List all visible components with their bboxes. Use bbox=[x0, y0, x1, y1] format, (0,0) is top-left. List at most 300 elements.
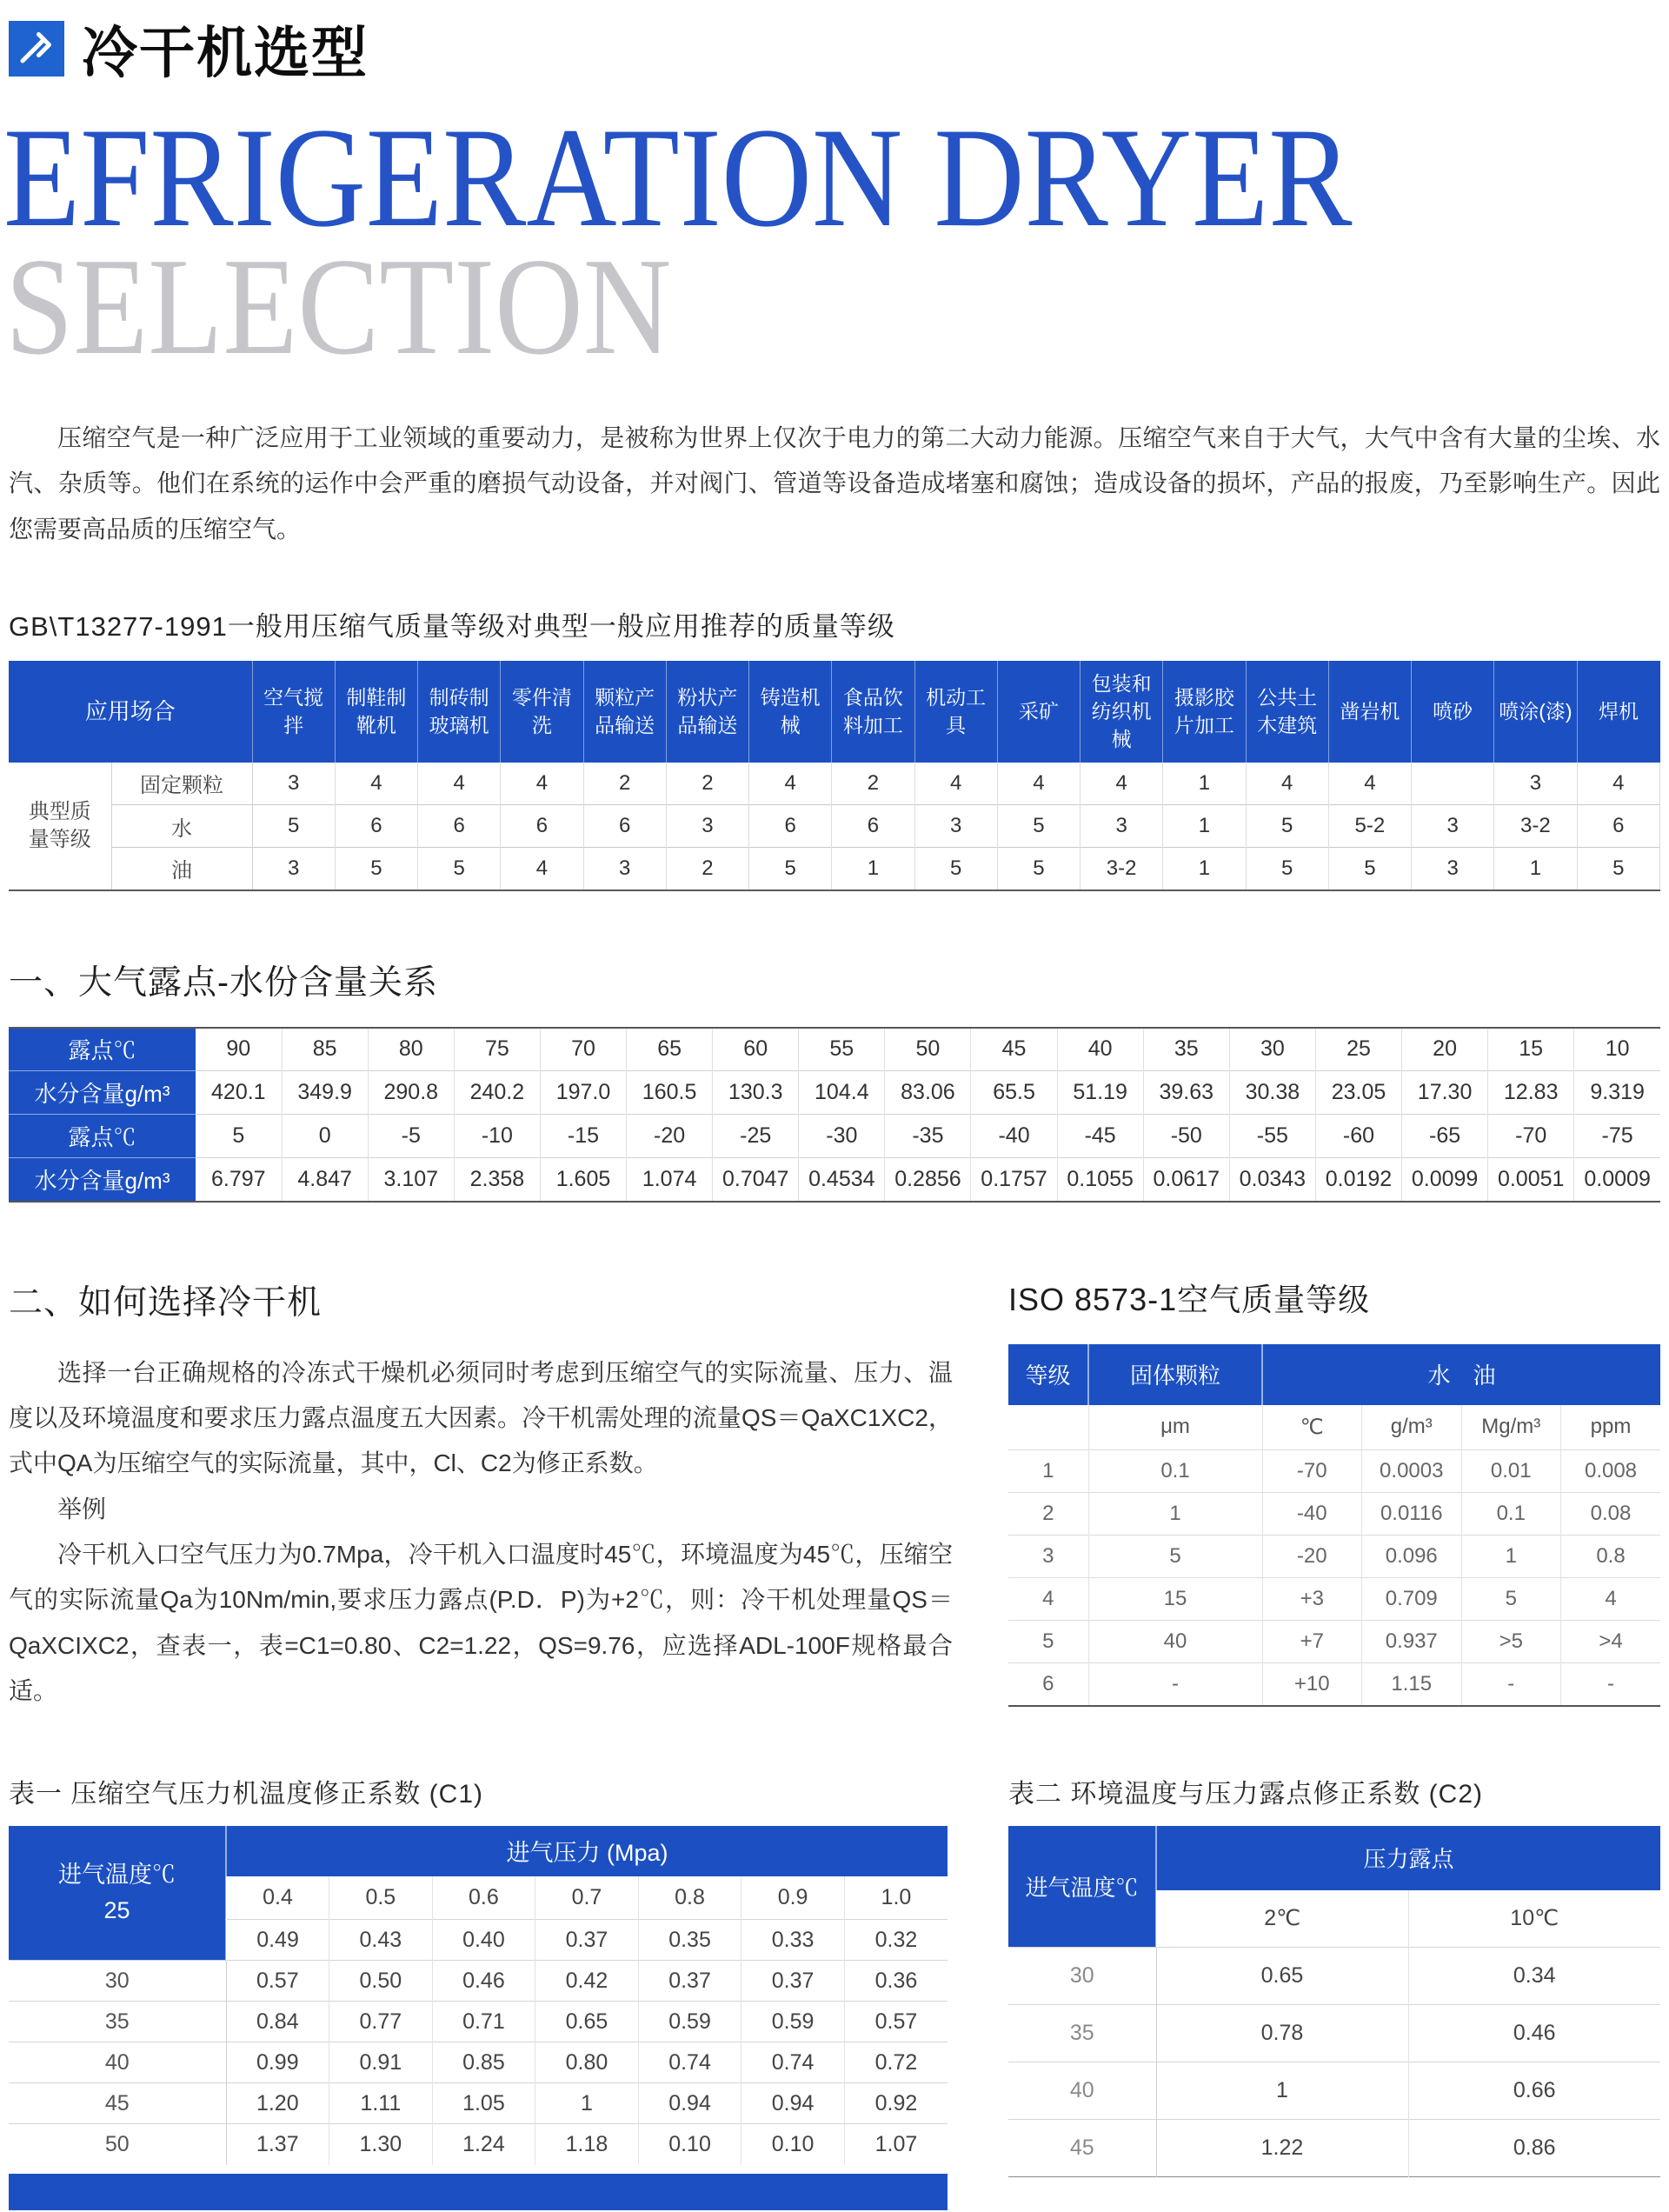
gb-cell: 4 bbox=[997, 763, 1080, 805]
iso-cell: 0.8 bbox=[1561, 1536, 1661, 1578]
c1-cell: 1.37 bbox=[226, 2124, 329, 2165]
gb-quality-table bbox=[9, 661, 1660, 891]
c2-dewpoint-cell: 10℃ bbox=[1510, 1906, 1559, 1931]
c1-data-row bbox=[9, 2124, 948, 2165]
c1-cell: 0.35 bbox=[638, 1920, 741, 1961]
gb-cell: 2 bbox=[666, 848, 748, 890]
c1-cell: 0.74 bbox=[638, 2042, 741, 2083]
iso-cell: +7 bbox=[1262, 1621, 1362, 1663]
iso-cell: 0.01 bbox=[1461, 1450, 1561, 1493]
iso-data-row bbox=[1008, 1493, 1660, 1536]
dew-cell: 45 bbox=[971, 1028, 1057, 1071]
dew-row-label: 露点℃ bbox=[9, 1115, 196, 1158]
dew-cell: -5 bbox=[368, 1115, 454, 1158]
gb-group-label: 典型质量等级 bbox=[9, 763, 111, 890]
c1-cell: 1.11 bbox=[329, 2083, 433, 2124]
iso-unit-cell: ℃ bbox=[1262, 1405, 1362, 1450]
iso-unit-cell: Mg/m³ bbox=[1461, 1405, 1561, 1450]
gb-column-header: 公共土木建筑 bbox=[1246, 661, 1328, 763]
dew-cell: 80 bbox=[368, 1028, 454, 1071]
c2-temp-label: 40 bbox=[1008, 2062, 1156, 2120]
c2-cell: 0.78 bbox=[1156, 2005, 1408, 2062]
c1-correction-table bbox=[9, 1826, 948, 2165]
gb-cell: 6 bbox=[832, 805, 914, 848]
c1-temp-label: 35 bbox=[9, 2002, 226, 2042]
gb-cell: 3 bbox=[583, 848, 666, 890]
dew-cell: -30 bbox=[799, 1115, 885, 1158]
c1-cell: 0.49 bbox=[226, 1920, 329, 1961]
gb-cell: 4 bbox=[1246, 763, 1328, 805]
dew-row-label: 水分含量g/m³ bbox=[9, 1071, 196, 1115]
c1-cell: 0.92 bbox=[844, 2083, 948, 2124]
c2-dewpoint-header: 压力露点 bbox=[1156, 1826, 1660, 1890]
gb-column-header: 包装和纺织机械 bbox=[1081, 661, 1163, 763]
gb-cell: 5 bbox=[997, 848, 1080, 890]
iso-unit-cell: ppm bbox=[1590, 1415, 1632, 1439]
iso-data-row bbox=[1008, 1621, 1660, 1663]
gb-cell: 1 bbox=[832, 848, 914, 890]
dew-cell: 30.38 bbox=[1229, 1071, 1315, 1115]
dew-cell: 12.83 bbox=[1488, 1071, 1574, 1115]
gb-column-header: 凿岩机 bbox=[1328, 661, 1411, 763]
gb-column-header: 空气搅拌 bbox=[252, 661, 335, 763]
c1-pressure-cell: 1.0 bbox=[881, 1884, 912, 1909]
c1-cell: 0.57 bbox=[844, 2002, 948, 2042]
dew-cell: 290.8 bbox=[368, 1071, 454, 1115]
dew-cell: -60 bbox=[1315, 1115, 1401, 1158]
iso-cell: 1 bbox=[1461, 1536, 1561, 1578]
arrow-right-icon bbox=[9, 21, 64, 77]
c1-temp-label: 50 bbox=[9, 2124, 226, 2165]
c1-data-row bbox=[9, 2002, 948, 2042]
dew-cell: 40 bbox=[1057, 1028, 1143, 1071]
dew-cell: 0.2856 bbox=[885, 1158, 971, 1202]
c1-cell: 0.59 bbox=[741, 2002, 845, 2042]
gb-row-label: 油 bbox=[111, 848, 252, 890]
c1-corner-line2: 25 bbox=[103, 1896, 130, 1923]
iso-cell: 5 bbox=[1088, 1536, 1262, 1578]
c1-cell: 0.36 bbox=[844, 1961, 948, 2002]
c1-cell: 0.43 bbox=[329, 1920, 433, 1961]
gb-cell: 4 bbox=[1328, 763, 1411, 805]
selection-guide-column bbox=[9, 1276, 953, 1715]
gb-row bbox=[9, 805, 1660, 848]
dew-row-label: 露点℃ bbox=[9, 1028, 196, 1071]
c2-temp-label: 35 bbox=[1008, 2005, 1156, 2062]
gb-cell: 6 bbox=[1577, 805, 1659, 848]
dew-row bbox=[9, 1115, 1660, 1158]
dew-cell: 0.0617 bbox=[1143, 1158, 1229, 1202]
c1-column bbox=[9, 1772, 953, 2210]
c2-correction-table bbox=[1008, 1826, 1660, 2178]
dew-cell: 10 bbox=[1605, 1036, 1630, 1062]
iso-cell: 40 bbox=[1088, 1621, 1262, 1663]
dew-cell: 65 bbox=[627, 1028, 713, 1071]
gb-cell: 6 bbox=[418, 805, 501, 848]
gb-cell: 5 bbox=[1246, 805, 1328, 848]
dew-cell: 4.847 bbox=[282, 1158, 368, 1202]
dew-cell: 0.0009 bbox=[1574, 1158, 1660, 1202]
dew-cell: 5 bbox=[196, 1115, 282, 1158]
c2-data-row bbox=[1008, 2005, 1660, 2062]
gb-cell: 5 bbox=[1577, 848, 1659, 890]
gb-cell: 1 bbox=[1163, 848, 1246, 890]
dew-cell: 0.0192 bbox=[1315, 1158, 1401, 1202]
section2-title: 二、如何选择冷干机 bbox=[9, 1283, 322, 1322]
iso-cell: 0.008 bbox=[1561, 1450, 1661, 1493]
dew-cell: 15 bbox=[1488, 1028, 1574, 1071]
gb-cell: 5 bbox=[418, 848, 501, 890]
dew-cell: 23.05 bbox=[1315, 1071, 1401, 1115]
dew-cell: -65 bbox=[1402, 1115, 1488, 1158]
c1-corner-line1: 进气温度℃ bbox=[58, 1862, 176, 1889]
gb-cell: 6 bbox=[583, 805, 666, 848]
iso-cell: 6 bbox=[1008, 1663, 1088, 1706]
gb-column-header: 焊机 bbox=[1577, 661, 1659, 763]
gb-cell: 5 bbox=[1328, 848, 1411, 890]
gb-cell: 5 bbox=[749, 848, 832, 890]
c1-pressure-cell: 0.5 bbox=[329, 1876, 433, 1920]
gb-column-header: 零件清洗 bbox=[501, 661, 583, 763]
c2-dewpoint-cell: 2℃ bbox=[1156, 1890, 1408, 1948]
dew-cell: 20 bbox=[1402, 1028, 1488, 1071]
dew-row bbox=[9, 1158, 1660, 1202]
c2-cell: 0.65 bbox=[1156, 1948, 1408, 2005]
dew-row-label: 水分含量g/m³ bbox=[9, 1158, 196, 1202]
gb-cell: 2 bbox=[832, 763, 914, 805]
c1-cell: 0.72 bbox=[844, 2042, 948, 2083]
c1-cell: 0.59 bbox=[638, 2002, 741, 2042]
iso-unit-cell bbox=[1008, 1405, 1088, 1450]
iso-cell: -20 bbox=[1262, 1536, 1362, 1578]
iso-cell: -70 bbox=[1262, 1450, 1362, 1493]
c1-pressure-cell: 0.4 bbox=[226, 1876, 329, 1920]
c1-cell: 0.65 bbox=[535, 2002, 639, 2042]
dew-row bbox=[9, 1071, 1660, 1115]
dew-cell: 0.4534 bbox=[799, 1158, 885, 1202]
c1-cell: 0.91 bbox=[329, 2042, 433, 2083]
c2-temp-label: 30 bbox=[1008, 1948, 1156, 2005]
iso-cell: 0.08 bbox=[1561, 1493, 1661, 1536]
gb-column-header: 食品饮料加工 bbox=[832, 661, 914, 763]
c1-cell: 0.46 bbox=[432, 1961, 535, 2002]
page-title: 冷干机选型 bbox=[82, 22, 369, 84]
c2-cell: 0.34 bbox=[1408, 1948, 1660, 2005]
iso-cell: 15 bbox=[1088, 1578, 1262, 1621]
c1-header-row bbox=[9, 1826, 948, 1876]
c2-cell: 0.86 bbox=[1408, 2120, 1660, 2177]
iso-cell: 0.1 bbox=[1461, 1493, 1561, 1536]
dew-body bbox=[9, 1028, 1660, 1202]
gb-cell: 3 bbox=[1412, 848, 1494, 890]
dew-cell: 83.06 bbox=[885, 1071, 971, 1115]
iso-cell: 0.709 bbox=[1362, 1578, 1462, 1621]
dew-cell: 160.5 bbox=[627, 1071, 713, 1115]
c1-temp-label: 45 bbox=[9, 2083, 226, 2124]
dew-cell: 90 bbox=[196, 1028, 282, 1071]
iso-water-oil-header: 水 油 bbox=[1262, 1344, 1660, 1405]
iso-solid-header: 固体颗粒 bbox=[1088, 1344, 1262, 1405]
gb-cell: 2 bbox=[666, 763, 748, 805]
iso-units-row bbox=[1008, 1405, 1660, 1450]
iso-cell: 0.0116 bbox=[1362, 1493, 1462, 1536]
dew-cell: 0.7047 bbox=[713, 1158, 799, 1202]
iso-body bbox=[1008, 1344, 1660, 1706]
dew-cell: 104.4 bbox=[799, 1071, 885, 1115]
c1-data-row bbox=[9, 2083, 948, 2124]
c1-pressure-header: 进气压力 (Mpa) bbox=[226, 1826, 948, 1876]
c1-data-row bbox=[9, 2042, 948, 2083]
c1-cell: 0.37 bbox=[638, 1961, 741, 2002]
c1-cell: 0.80 bbox=[535, 2042, 639, 2083]
c1-cell: 0.37 bbox=[741, 1961, 845, 2002]
gb-cell: 3-2 bbox=[1081, 848, 1163, 890]
dew-cell: 9.319 bbox=[1574, 1071, 1660, 1115]
c1-cell: 0.94 bbox=[741, 2083, 845, 2124]
iso-unit-cell: g/m³ bbox=[1362, 1405, 1462, 1450]
c1-data-row bbox=[9, 1961, 948, 2002]
gb-cell: 1 bbox=[1163, 805, 1246, 848]
c1-cell: 0.32 bbox=[844, 1920, 948, 1961]
c1-cell: 1 bbox=[535, 2083, 639, 2124]
iso-cell: 1 bbox=[1088, 1493, 1262, 1536]
gb-cell: 6 bbox=[749, 805, 832, 848]
c1-corner-header bbox=[9, 1826, 226, 1961]
dew-cell: -55 bbox=[1229, 1115, 1315, 1158]
gb-cell bbox=[1412, 763, 1494, 805]
dew-cell: 30 bbox=[1229, 1028, 1315, 1071]
gb-cell: 4 bbox=[1081, 763, 1163, 805]
gb-cell: 1 bbox=[1494, 848, 1577, 890]
section1-title: 一、大气露点-水份含量关系 bbox=[9, 963, 438, 1002]
dew-cell: 25 bbox=[1315, 1028, 1401, 1071]
dew-cell: 60 bbox=[713, 1028, 799, 1071]
gb-cell: 5 bbox=[335, 848, 417, 890]
iso-data-row bbox=[1008, 1663, 1660, 1706]
brand-title-en: EFRIGERATION DRYER bbox=[3, 99, 1353, 257]
c2-cell: 0.46 bbox=[1408, 2005, 1660, 2062]
dew-cell: -15 bbox=[540, 1115, 626, 1158]
gb-cell: 6 bbox=[335, 805, 417, 848]
gb-column-header: 喷砂 bbox=[1412, 661, 1494, 763]
dew-row bbox=[9, 1028, 1660, 1071]
dew-cell: -20 bbox=[627, 1115, 713, 1158]
gb-cell: 5 bbox=[1246, 848, 1328, 890]
dew-cell: 85 bbox=[282, 1028, 368, 1071]
dew-cell: -10 bbox=[454, 1115, 540, 1158]
c1-pressure-cell: 0.6 bbox=[432, 1876, 535, 1920]
iso-cell: 0.0003 bbox=[1362, 1450, 1462, 1493]
iso-cell: 0.937 bbox=[1362, 1621, 1462, 1663]
dew-cell: 0.0051 bbox=[1488, 1158, 1574, 1202]
gb-cell: 3 bbox=[1081, 805, 1163, 848]
iso-cell: 4 bbox=[1561, 1578, 1661, 1621]
gb-cell: 3 bbox=[666, 805, 748, 848]
iso-data-row bbox=[1008, 1536, 1660, 1578]
iso-unit-cell: μm bbox=[1088, 1405, 1262, 1450]
c1-cell: 1.07 bbox=[844, 2124, 948, 2165]
gb-column-header: 摄影胶片加工 bbox=[1163, 661, 1246, 763]
iso-cell: 5 bbox=[1461, 1578, 1561, 1621]
dew-cell: -75 bbox=[1574, 1115, 1660, 1158]
gb-column-header: 采矿 bbox=[997, 661, 1080, 763]
c1-cell: 1.30 bbox=[329, 2124, 433, 2165]
gb-column-header: 机动工具 bbox=[914, 661, 997, 763]
dew-cell: -70 bbox=[1488, 1115, 1574, 1158]
dew-cell: 197.0 bbox=[540, 1071, 626, 1115]
gb-cell: 4 bbox=[914, 763, 997, 805]
gb-row bbox=[9, 763, 1660, 805]
section2-example-paragraph: 冷干机入口空气压力为0.7Mpa，冷干机入口温度时45℃，环境温度为45℃，压缩空气的实际流量Qa为10Nm/min,要求压力露点(P.D．P)为+2℃，则：冷干机处理量QS＝QaXCIXC2，查表一，表=C1=0.80、C2=1.22，QS=9.76，应选择ADL-100F规格最合适。 bbox=[9, 1541, 953, 1705]
gb-cell: 5-2 bbox=[1328, 805, 1411, 848]
gb-cell: 5 bbox=[914, 848, 997, 890]
gb-row bbox=[9, 848, 1660, 890]
c1-cell: 0.74 bbox=[741, 2042, 845, 2083]
dew-cell: 55 bbox=[799, 1028, 885, 1071]
dew-cell: 0 bbox=[282, 1115, 368, 1158]
c1-cell: 1.05 bbox=[432, 2083, 535, 2124]
c1-cell: 1.20 bbox=[226, 2083, 329, 2124]
gb-cell: 5 bbox=[997, 805, 1080, 848]
iso-table-title: ISO 8573-1空气质量等级 bbox=[1008, 1281, 1371, 1317]
dew-cell: 0.1757 bbox=[971, 1158, 1057, 1202]
dew-cell: -45 bbox=[1057, 1115, 1143, 1158]
c2-cell: 1.22 bbox=[1156, 2120, 1408, 2177]
gb-cell: 1 bbox=[1163, 763, 1246, 805]
c1-cell: 0.50 bbox=[329, 1961, 433, 2002]
gb-row-label: 水 bbox=[111, 805, 252, 848]
iso-cell: 0.1 bbox=[1088, 1450, 1262, 1493]
gb-column-header: 铸造机械 bbox=[749, 661, 832, 763]
iso-cell: >5 bbox=[1461, 1621, 1561, 1663]
dew-cell: -35 bbox=[885, 1115, 971, 1158]
next-table-header-strip bbox=[9, 2174, 948, 2210]
dew-cell: 6.797 bbox=[196, 1158, 282, 1202]
iso-cell: - bbox=[1561, 1663, 1661, 1706]
dew-cell: 39.63 bbox=[1143, 1071, 1229, 1115]
iso-cell: 2 bbox=[1008, 1493, 1088, 1536]
dew-cell: 50 bbox=[885, 1028, 971, 1071]
c2-body bbox=[1008, 1826, 1660, 2177]
iso-cell: 5 bbox=[1008, 1621, 1088, 1663]
iso-cell: +10 bbox=[1262, 1663, 1362, 1706]
dew-cell: 420.1 bbox=[196, 1071, 282, 1115]
page-header bbox=[9, 0, 1660, 89]
iso-cell: 4 bbox=[1008, 1578, 1088, 1621]
c1-cell: 1.18 bbox=[535, 2124, 639, 2165]
gb-cell: 4 bbox=[501, 763, 583, 805]
iso-grade-header: 等级 bbox=[1008, 1344, 1088, 1405]
c2-header-row bbox=[1008, 1826, 1660, 1890]
dew-cell: 65.5 bbox=[971, 1071, 1057, 1115]
c1-temp-label: 40 bbox=[9, 2042, 226, 2083]
gb-corner-header: 应用场合 bbox=[9, 661, 252, 763]
gb-cell: 3 bbox=[252, 763, 335, 805]
c1-cell: 0.10 bbox=[638, 2124, 741, 2165]
gb-column-header: 颗粒产品输送 bbox=[583, 661, 666, 763]
dew-cell: 1.605 bbox=[540, 1158, 626, 1202]
dew-cell: 1.074 bbox=[627, 1158, 713, 1202]
iso-cell: 1.15 bbox=[1362, 1663, 1462, 1706]
c2-temp-label: 45 bbox=[1008, 2120, 1156, 2177]
iso-cell: - bbox=[1461, 1663, 1561, 1706]
c1-body bbox=[9, 1826, 948, 2165]
gb-body bbox=[9, 763, 1660, 890]
gb-cell: 3 bbox=[1494, 763, 1577, 805]
c1-cell: 0.40 bbox=[432, 1920, 535, 1961]
c1-cell: 0.10 bbox=[741, 2124, 845, 2165]
c2-column bbox=[1008, 1772, 1660, 2210]
iso-quality-table bbox=[1008, 1344, 1660, 1707]
gb-cell: 2 bbox=[583, 763, 666, 805]
iso-cell: 3 bbox=[1008, 1536, 1088, 1578]
gb-cell: 5 bbox=[252, 805, 335, 848]
c2-cell: 0.66 bbox=[1408, 2062, 1660, 2120]
middle-columns bbox=[9, 1276, 1660, 1715]
gb-column-header: 制鞋制靴机 bbox=[335, 661, 417, 763]
gb-column-header: 粉状产品输送 bbox=[666, 661, 748, 763]
dew-cell: 75 bbox=[454, 1028, 540, 1071]
c2-data-row bbox=[1008, 1948, 1660, 2005]
dew-cell: 130.3 bbox=[713, 1071, 799, 1115]
c1-table-title: 表一 压缩空气压力机温度修正系数 (C1) bbox=[9, 1779, 483, 1809]
gb-cell: 3-2 bbox=[1494, 805, 1577, 848]
gb-row-label: 固定颗粒 bbox=[111, 763, 252, 805]
iso-cell: 1 bbox=[1008, 1450, 1088, 1493]
c1-cell: 0.99 bbox=[226, 2042, 329, 2083]
iso-cell: -40 bbox=[1262, 1493, 1362, 1536]
dew-cell: 2.358 bbox=[454, 1158, 540, 1202]
dew-cell: -25 bbox=[713, 1115, 799, 1158]
c2-data-row bbox=[1008, 2062, 1660, 2120]
c1-pressure-cell: 0.7 bbox=[535, 1876, 639, 1920]
gb-column-header: 制砖制玻璃机 bbox=[418, 661, 501, 763]
c2-data-row bbox=[1008, 2120, 1660, 2177]
iso-cell: 0.096 bbox=[1362, 1536, 1462, 1578]
c1-cell: 0.42 bbox=[535, 1961, 639, 2002]
iso-cell: +3 bbox=[1262, 1578, 1362, 1621]
dew-cell: -40 bbox=[971, 1115, 1057, 1158]
dew-cell: -50 bbox=[1143, 1115, 1229, 1158]
brand-subtitle-en: SELECTION bbox=[5, 229, 672, 383]
dew-cell: 240.2 bbox=[454, 1071, 540, 1115]
c1-cell: 0.37 bbox=[535, 1920, 639, 1961]
gb-column-header: 喷涂(漆) bbox=[1494, 661, 1577, 763]
c1-cell: 0.77 bbox=[329, 2002, 433, 2042]
iso-data-row bbox=[1008, 1578, 1660, 1621]
gb-cell: 4 bbox=[1577, 763, 1659, 805]
c2-table-title: 表二 环境温度与压力露点修正系数 (C2) bbox=[1008, 1779, 1483, 1809]
dew-cell: 51.19 bbox=[1057, 1071, 1143, 1115]
c2-corner-header: 进气温度℃ bbox=[1008, 1826, 1156, 1948]
gb-cell: 3 bbox=[252, 848, 335, 890]
iso-data-row bbox=[1008, 1450, 1660, 1493]
gb-table-title: GB\T13277-1991一般用压缩气质量等级对典型一般应用推荐的质量等级 bbox=[9, 611, 895, 643]
gb-cell: 3 bbox=[914, 805, 997, 848]
dew-cell: 0.1055 bbox=[1057, 1158, 1143, 1202]
c1-cell: 0.57 bbox=[226, 1961, 329, 2002]
gb-header-row bbox=[9, 661, 1660, 763]
c1-pressure-cell: 0.8 bbox=[638, 1876, 741, 1920]
c1-pressure-cell: 0.9 bbox=[741, 1876, 845, 1920]
c1-temp-label: 30 bbox=[9, 1961, 226, 2002]
c2-cell: 1 bbox=[1156, 2062, 1408, 2120]
dew-cell: 17.30 bbox=[1402, 1071, 1488, 1115]
c1-cell: 0.33 bbox=[741, 1920, 845, 1961]
gb-cell: 6 bbox=[501, 805, 583, 848]
dew-cell: 35 bbox=[1143, 1028, 1229, 1071]
gb-cell: 4 bbox=[418, 763, 501, 805]
